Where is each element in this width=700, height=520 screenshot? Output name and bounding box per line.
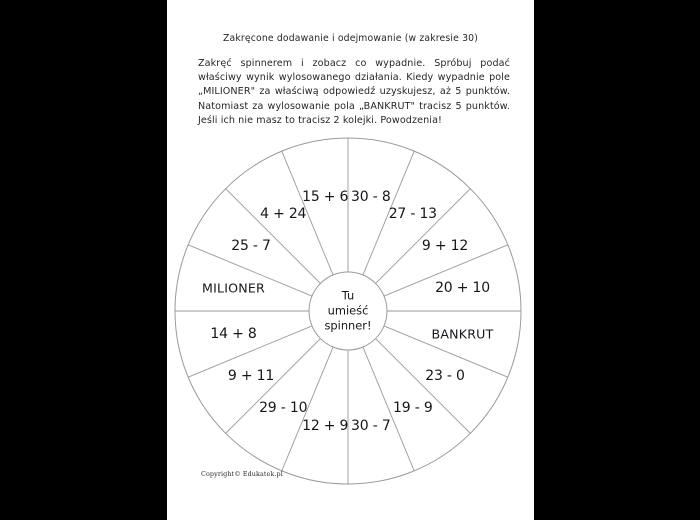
copyright-notice: Copyright© Edukatek.pl [201,470,283,478]
page-title: Zakręcone dodawanie i odejmowanie (w zakresie 30) [222,33,478,44]
spinner-wheel[interactable] [167,0,534,520]
wheel-segment-13[interactable]: MILIONER [202,280,265,296]
hub-label-line-2: umieść [327,303,369,318]
wheel-segment-4[interactable]: 20 + 10 [435,280,490,297]
wheel-segment-12[interactable]: 14 + 8 [210,325,257,342]
wheel-segment-2[interactable]: 27 - 13 [388,206,437,222]
hub-label [324,289,371,334]
spinner-wheel-graphic [167,0,534,520]
wheel-segment-1[interactable]: 30 - 8 [351,188,391,205]
wheel-segment-5[interactable]: BANKRUT [431,326,494,342]
wheel-segment-16[interactable]: 15 + 6 [302,188,349,205]
hub-label-line-1: Tu [341,288,355,303]
wheel-segment-15[interactable]: 4 + 24 [260,206,307,222]
wheel-segment-7[interactable]: 19 - 9 [393,400,433,416]
wheel-segment-10[interactable]: 29 - 10 [259,400,308,416]
wheel-segment-14[interactable]: 25 - 7 [231,238,271,255]
wheel-segment-9[interactable]: 12 + 9 [302,417,349,434]
wheel-segment-3[interactable]: 9 + 12 [421,238,469,255]
wheel-segment-11[interactable]: 9 + 11 [227,367,275,384]
instructions-paragraph: Zakręć spinnerem i zobacz co wypadnie. Spróbuj podać właściwy wynik wylosowanego działania. Kiedy wypadnie pole „MILIONER" za właściwą odpowiedź uzyskujesz, aż 5 punktów. Natomiast za wylosowanie pola „BANKRUT" tracisz 5 punktów. Jeśli ich nie masz to tracisz 2 kolejki. Powodzenia! [198,58,510,126]
wheel-segment-6[interactable]: 23 - 0 [425,367,465,384]
wheel-segment-8[interactable]: 30 - 7 [351,417,391,434]
hub-label-line-3: spinner! [324,318,372,333]
worksheet-page [167,0,534,520]
